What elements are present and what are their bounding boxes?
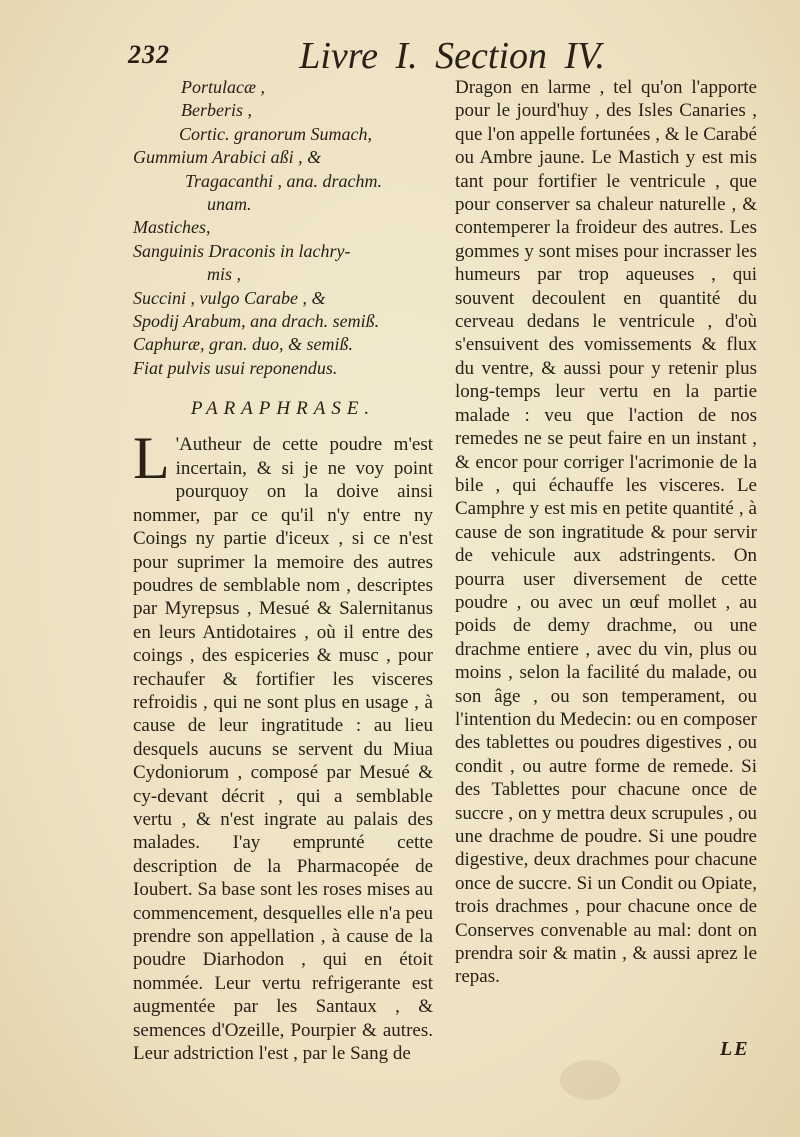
recipe-line: Cortic. granorum Sumach, [179,123,372,144]
recipe-line: unam. [207,193,252,214]
paraphrase-text-right: Dragon en larme , tel qu'on l'apporte pour le jourd'huy , des Isles Canaries , que l'on appelle fortunées , & le Carabé ou Ambre jaune. Le Mastich y est mis tant pour fortifier le ventricule , que pour conserver sa chaleur naturelle , & contemperer la froideur des autres. Les gommes y sont mises pour incrasser les humeurs par trop aqueuses , qui souvent decoulent en quantité du cerveau dedans le ventricule , d'où s'ensuivent des vomissements & flux du ventre, & aussi pour y retenir plus long-temps leur vertu en la partie malade : veu que l'action de nos remedes ne se peut faire en un instant , & encor pour corriger l'acrimonie de la bile , qui échauffe les visceres. Le Camphre y est mis en petite quantité , à cause de son ingratitude & pour servir de vehicule aux adstringents. On pourra user diversement de cette poudre , ou avec un œuf mollet , au poids de demy drachme, ou une drachme entiere , avec du vin, plus ou moins , selon la facilité du malade, ou son âge , ou son temperament, ou l'intention du Medecin: ou en composer des tablettes ou poudres digestives , ou condit , ou autre forme de remede. Si des Tablettes pour chacune once de succre , on y mettra deux scrupules , ou une drachme de poudre. Si une poudre digestive, deux drachmes pour chacune once de succre. Si un Condit ou Opiate, trois drachmes , pour chacune once de Conserves convenable au mal: dont on prendra soir & matin , & aussi aprez le repas. [455,77,757,988]
page-header [128,30,605,77]
paper-stain [560,1060,620,1100]
page-number: 232 [128,40,170,69]
recipe-line: Berberis , [181,100,252,121]
right-column [455,76,757,989]
recipe-line: Succini , vulgo Carabe , & [133,287,326,308]
section-heading: PARAPHRASE. [190,398,376,420]
recipe-line: Gummium Arabici aßi , & [133,147,322,168]
recipe-line: Fiat pulvis usui reponendus. [133,357,338,378]
paraphrase-text-left [133,425,433,1065]
recipe-line: Spodij Arabum, ana drach. semiß. [133,310,380,331]
recipe-line: Tragacanthi , ana. drachm. [185,170,383,191]
left-column [133,76,433,1065]
recipe-line: Sanguinis Draconis in lachry- [133,240,351,261]
recipe-line: Caphuræ, gran. duo, & semiß. [133,334,354,355]
recipe-line: Mastiches, [133,217,211,238]
recipe-line: Portulacæ , [181,77,265,97]
drop-cap: L [133,425,170,492]
body-text-left: 'Autheur de cette poudre m'est incertain, & si je ne voy point pourquoy on la doive ainsi nommer, par ce qu'il n'y entre ny Coings ny partie d'iceux , si ce n'est pour suprimer la memoire des autres poudres de semblable nom , descriptes par Myrepsus , Mesué & Salernitanus en leurs Antidotaires , où il entre des coings , des espiceries & musc , pour rechaufer & fortifier les visceres refroidis , qui ne sont plus en usage , à cause de leur ingratitude : au lieu desquels aucuns se servent du Miua Cydoniorum , composé par Mesué & cy-devant décrit , qui a semblable vertu , & n'est ingrate au palais des malades. I'ay emprunté cette description de la Pharmacopée de Ioubert. Sa base sont les roses mises au commencement, desquelles elle n'a peu prendre son appellation , à cause de la poudre Diarhodon , qui en étoit nommée. Leur vertu refrigerante est augmentée par les Santaux , & semences d'Ozeille, Pourpier & autres. Leur adstriction l'est , par le Sang de [133,434,433,1065]
running-head: Livre I. Section IV. [299,35,605,77]
recipe-list [133,76,433,380]
catchword: LE [720,1038,750,1060]
recipe-line: mis , [207,264,242,285]
